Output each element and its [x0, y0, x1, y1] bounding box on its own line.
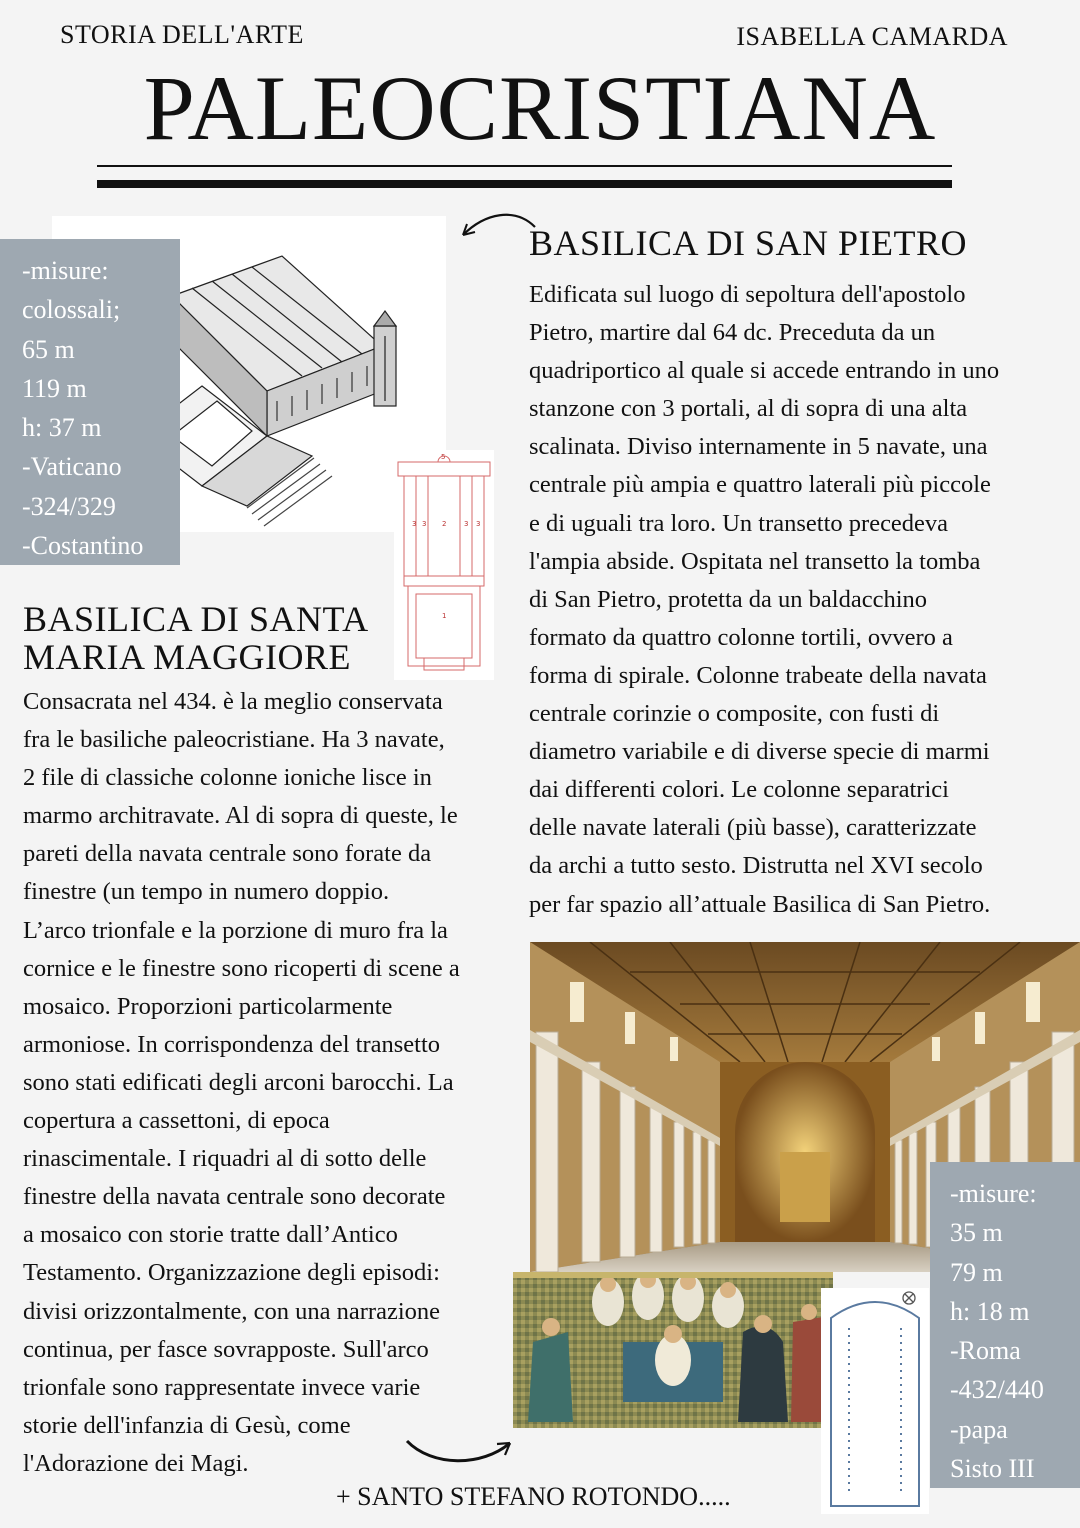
text-line: e di uguali tra loro. Un transetto precedeva	[529, 509, 949, 537]
page-title: PALEOCRISTIANA	[143, 57, 937, 159]
heading-line: BASILICA DI SANTA	[23, 599, 369, 639]
text-line: finestre (un tempo in numero doppio.	[23, 878, 390, 906]
mosaic-photo	[513, 1272, 833, 1428]
title-divider-thick	[97, 180, 952, 188]
curved-arrow-icon	[402, 1435, 517, 1475]
santa-maria-text	[23, 683, 513, 1483]
plan-label-atrium: 1	[442, 612, 447, 620]
santa-maria-floor-plan	[821, 1288, 929, 1514]
plan-label-aisle-1: 3	[412, 520, 417, 528]
text-line: stanzone con 3 portali, al di sopra di una alta	[529, 395, 968, 423]
fact-line: h: 18 m	[950, 1296, 1030, 1326]
subject-label: STORIA DELL'ARTE	[60, 20, 304, 49]
text-line: mosaico. Proporzioni particolarmente	[23, 992, 393, 1020]
fact-line: h: 37 m	[22, 413, 102, 443]
text-line: sono stati edificati degli arconi barocchi. La	[23, 1068, 454, 1096]
plan-label-nave: 2	[442, 520, 447, 528]
text-line: di San Pietro, protetta da un baldacchino	[529, 585, 928, 613]
title-divider-thin	[97, 165, 952, 167]
text-line: l'Adorazione dei Magi.	[23, 1449, 249, 1477]
text-line: trionfale sono rappresentate invece varie	[23, 1373, 421, 1401]
santa-maria-heading	[23, 600, 369, 676]
text-line: quadriportico al quale si accede entrando in uno	[529, 357, 1000, 385]
text-line: copertura a cassettoni, di epoca	[23, 1107, 330, 1135]
fact-line: -Vaticano	[22, 452, 122, 482]
santa-maria-facts-box	[930, 1162, 1080, 1488]
text-line: a mosaico con storie tratte dall’Antico	[23, 1221, 398, 1249]
text-line: forma di spirale. Colonne trabeate della navata	[529, 661, 987, 689]
fact-line: Sisto III	[950, 1454, 1035, 1484]
text-line: delle navate laterali (più basse), caratterizzate	[529, 814, 977, 842]
text-line: centrale più ampia e quattro laterali più piccole	[529, 471, 991, 499]
plan-label-aisle-4: 3	[476, 520, 481, 528]
san-pietro-text	[529, 276, 1069, 924]
fact-line: -misure:	[22, 256, 109, 285]
text-line: fra le basiliche paleocristiane. Ha 3 navate,	[23, 726, 445, 754]
san-pietro-floor-plan	[394, 450, 494, 680]
text-line: da archi a tutto sesto. Distrutta nel XVI secolo	[529, 852, 983, 880]
san-pietro-facts-box	[0, 239, 180, 565]
text-line: Consacrata nel 434. è la meglio conservata	[23, 688, 443, 715]
fact-line: 35 m	[950, 1218, 1003, 1248]
text-line: L’arco trionfale e la porzione di muro fra la	[23, 916, 448, 944]
text-line: finestre della navata centrale sono decorate	[23, 1183, 446, 1211]
fact-line: 79 m	[950, 1257, 1003, 1287]
text-line: l'ampia abside. Ospitata nel transetto la tomba	[529, 547, 981, 575]
text-line: Pietro, martire dal 64 dc. Preceduta da un	[529, 319, 936, 347]
heading-line: MARIA MAGGIORE	[23, 637, 352, 677]
text-line: cornice e le finestre sono ricoperti di scene a	[23, 954, 460, 982]
text-line: armoniose. In corrispondenza del transetto	[23, 1030, 441, 1058]
author-name: ISABELLA CAMARDA	[736, 22, 1008, 51]
text-line: centrale corinzie o composite, con fusti di	[529, 700, 940, 728]
text-line: storie dell'infanzia di Gesù, come	[23, 1411, 351, 1439]
text-line: Testamento. Organizzazione degli episodi:	[23, 1259, 440, 1287]
fact-line: colossali;	[22, 295, 121, 325]
fact-line: -Roma	[950, 1336, 1021, 1366]
text-line: per far spazio all’attuale Basilica di San Pietro.	[529, 890, 991, 918]
fact-line: -432/440	[950, 1375, 1044, 1405]
text-line: diametro variabile e di diverse specie di marmi	[529, 738, 990, 766]
text-line: pareti della navata centrale sono forate da	[23, 840, 432, 868]
fact-line: -papa	[950, 1414, 1008, 1444]
text-line: formato da quattro colonne tortili, ovvero a	[529, 623, 953, 651]
san-pietro-heading: BASILICA DI SAN PIETRO	[529, 223, 968, 263]
text-line: rinascimentale. I riquadri al di sotto delle	[23, 1145, 427, 1173]
text-line: marmo architravate. Al di sopra di queste, le	[23, 802, 458, 830]
fact-line: -324/329	[22, 491, 116, 521]
plan-label-apse: 5	[441, 453, 446, 461]
text-line: continua, per fasce sovrapposte. Sull'arco	[23, 1335, 429, 1363]
fact-line: 65 m	[22, 334, 75, 364]
fact-line: -Costantino	[22, 531, 144, 561]
text-line: 2 file di classiche colonne ioniche lisce in	[23, 764, 432, 792]
fact-line: -misure:	[950, 1179, 1037, 1208]
plan-label-aisle-3: 3	[464, 520, 469, 528]
curved-arrow-icon	[455, 205, 540, 245]
footer-note: + SANTO STEFANO ROTONDO.....	[336, 1482, 731, 1511]
text-line: Edificata sul luogo di sepoltura dell'apostolo	[529, 281, 966, 308]
text-line: dai differenti colori. Le colonne separatrici	[529, 776, 949, 804]
text-line: divisi orizzontalmente, con una narrazione	[23, 1297, 441, 1325]
fact-line: 119 m	[22, 373, 87, 403]
text-line: scalinata. Diviso internamente in 5 navate, una	[529, 433, 988, 461]
plan-label-aisle-2: 3	[422, 520, 427, 528]
